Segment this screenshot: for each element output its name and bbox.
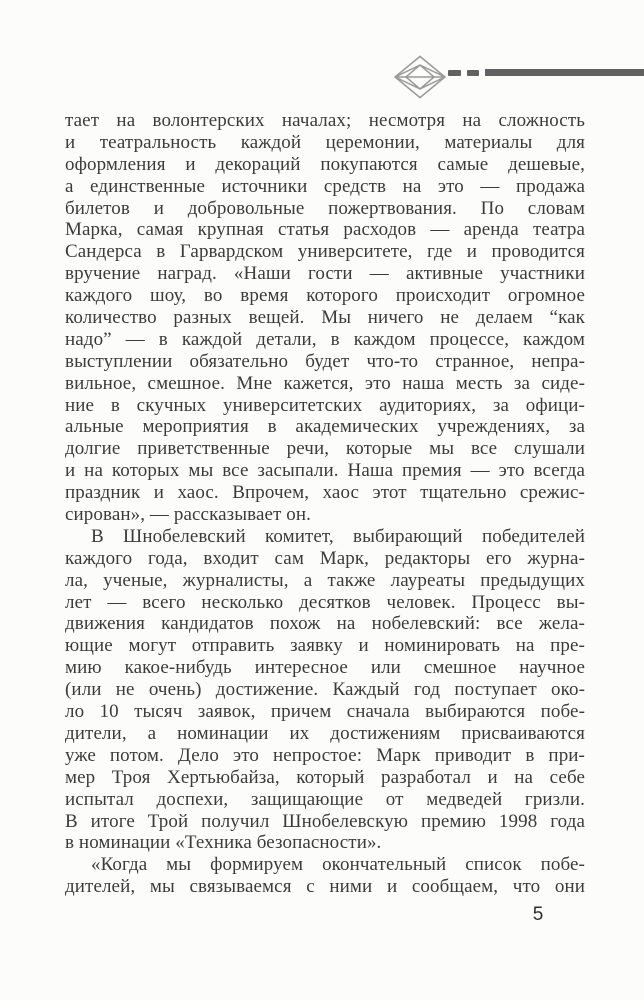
- text-line: дители, а номинации их достижениям присваиваются: [65, 722, 585, 744]
- text-line: движения кандидатов похож на нобелевский: все жела-: [65, 613, 585, 635]
- text-line: мию какое-нибудь интересное или смешное научное: [65, 657, 585, 679]
- header-rule: [485, 69, 644, 76]
- paragraph: [65, 526, 585, 854]
- header-dash: [467, 70, 479, 76]
- text-line: Марка, самая крупная статья расходов — аренда театра: [65, 219, 585, 241]
- text-line: праздник и хаос. Впрочем, хаос этот тщательно срежис-: [65, 482, 585, 504]
- paragraph: [65, 110, 585, 526]
- page-header: [0, 0, 644, 110]
- text-line: сирован», — рассказывает он.: [65, 504, 311, 526]
- text-line: уже потом. Дело это непростое: Марк приводит в при-: [65, 744, 585, 766]
- text-line: альные мероприятия в академических учреждениях, за: [65, 416, 585, 438]
- text-line: тает на волонтерских началах; несмотря на сложность: [65, 110, 585, 131]
- text-line: «Когда мы формируем окончательный список побе-: [91, 854, 585, 876]
- text-line: долгие приветственные речи, которые мы все слушали: [65, 438, 585, 460]
- text-line: испытал доспехи, защищающие от медведей гризли.: [65, 788, 585, 810]
- page-number: 5: [532, 904, 544, 925]
- text-line: В итоге Трой получил Шнобелевскую премию 1998 года: [65, 810, 585, 832]
- text-line: выступлении обязательно будет что-то странное, непра-: [65, 350, 585, 372]
- text-line: ло 10 тысяч заявок, причем сначала выбираются побе-: [65, 701, 585, 723]
- text-line: билетов и добровольные пожертвования. По словам: [65, 197, 585, 219]
- text-line: ние в скучных университетских аудиториях, за офици-: [65, 394, 585, 416]
- text-line: ющие могут отправить заявку и номинировать на пре-: [65, 635, 585, 657]
- text-line: (или не очень) достижение. Каждый год поступает око-: [65, 679, 585, 701]
- text-line: ла, ученые, журналисты, а также лауреаты предыдущих: [65, 569, 585, 591]
- text-block: [65, 110, 585, 898]
- text-line: каждого года, входит сам Марк, редакторы его журна-: [65, 547, 585, 569]
- text-line: а единственные источники средств на это — продажа: [65, 175, 585, 197]
- text-line: В Шнобелевский комитет, выбирающий победителей: [91, 525, 585, 547]
- text-line: оформления и декораций покупаются самые дешевые,: [65, 153, 585, 175]
- text-line: дителей, мы связываемся с ними и сообщаем, что они: [65, 876, 585, 898]
- text-line: вильное, смешное. Мне кажется, это наша месть за сиде-: [65, 372, 585, 394]
- header-dash: [448, 70, 461, 76]
- diamond-gem-ornament-icon: [394, 55, 446, 99]
- text-line: и театральность каждой церемонии, материалы для: [65, 131, 585, 153]
- text-line: лет — всего несколько десятков человек. Процесс вы-: [65, 591, 585, 613]
- text-line: каждого шоу, во время которого происходит огромное: [65, 285, 585, 307]
- text-line: вручение наград. «Наши гости — активные участники: [65, 263, 585, 285]
- paragraph: [65, 854, 585, 898]
- text-line: количество разных вещей. Мы ничего не делаем “как: [65, 307, 585, 329]
- text-line: мер Троя Хертьюбайза, который разработал и на себе: [65, 766, 585, 788]
- text-line: и на которых мы все засыпали. Наша премия — это всегда: [65, 460, 585, 482]
- text-line: Сандерса в Гарвардском университете, где и проводится: [65, 241, 585, 263]
- text-line: в номинации «Техника безопасности».: [65, 832, 382, 854]
- text-line: надо” — в каждой детали, в каждом процессе, каждом: [65, 328, 585, 350]
